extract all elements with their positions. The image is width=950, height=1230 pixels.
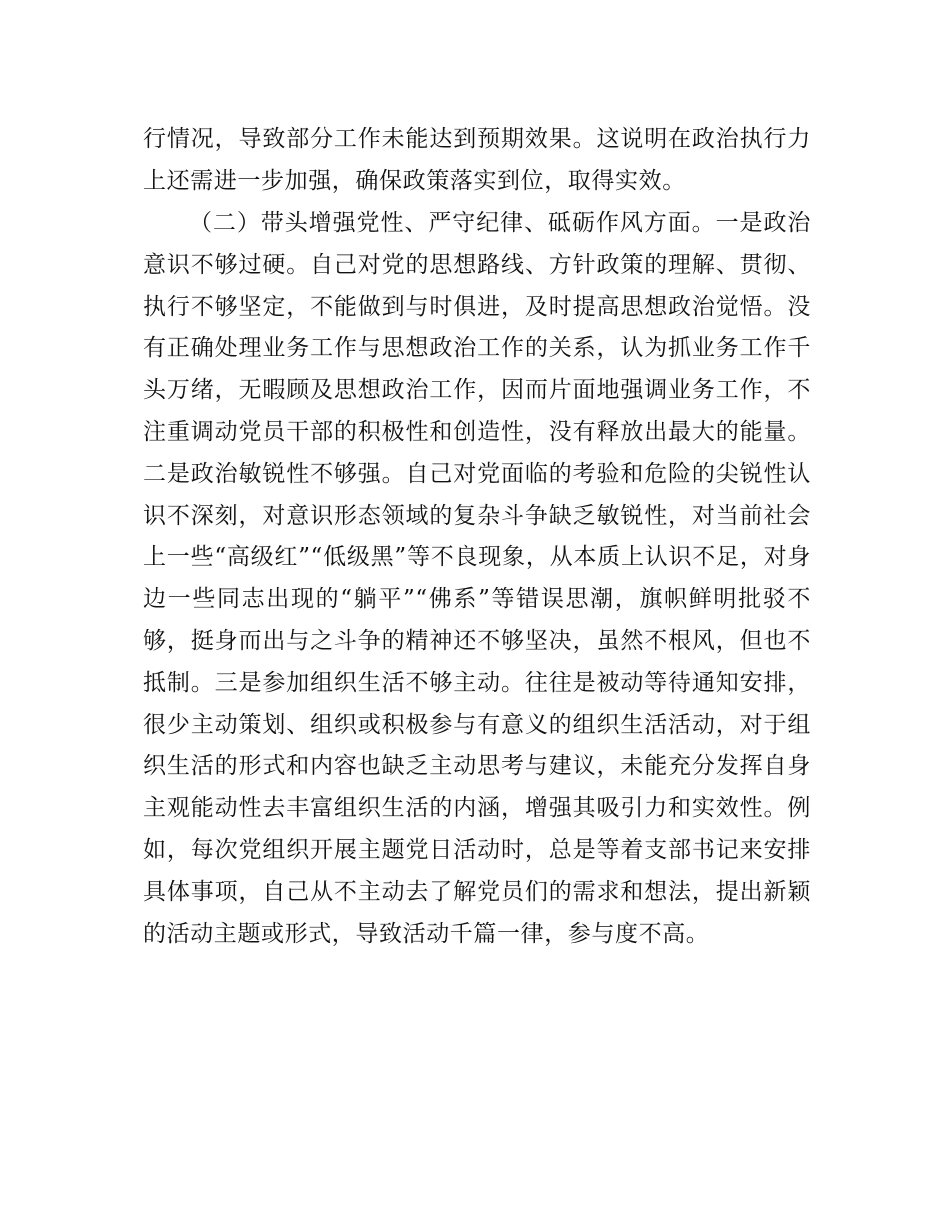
paragraph-section-two: （二）带头增强党性、严守纪律、砥砺作风方面。一是政治意识不够过硬。自己对党的思想路线、方针政策的理解、贯彻、执行不够坚定，不能做到与时俱进，及时提高思想政治觉悟。没有正确处理业务工作与思想政治工作的关系，认为抓业务工作千头万绪，无暇顾及思想政治工作，因而片面地强调业务工作，不注重调动党员干部的积极性和创造性，没有释放出最大的能量。二是政治敏锐性不够强。自己对党面临的考验和危险的尖锐性认识不深刻，对意识形态领域的复杂斗争缺乏敏锐性，对当前社会上一些“高级红”“低级黑”等不良现象，从本质上认识不足，对身边一些同志出现的“躺平”“佛系”等错误思潮，旗帜鲜明批驳不够，挺身而出与之斗争的精神还不够坚决，虽然不根风，但也不抵制。三是参加组织生活不够主动。往往是被动等待通知安排，很少主动策划、组织或积极参与有意义的组织生活活动，对于组织生活的形式和内容也缺乏主动思考与建议，未能充分发挥自身主观能动性去丰富组织生活的内涵，增强其吸引力和实效性。例如，每次党组织开展主题党日活动时，总是等着支部书记来安排具体事项，自己从不主动去了解党员们的需求和想法，提出新颖的活动主题或形式，导致活动千篇一律，参与度不高。: [143, 210, 811, 947]
paragraph-continuation: 行情况，导致部分工作未能达到预期效果。这说明在政治执行力上还需进一步加强，确保政策落实到位，取得实效。: [143, 126, 811, 194]
